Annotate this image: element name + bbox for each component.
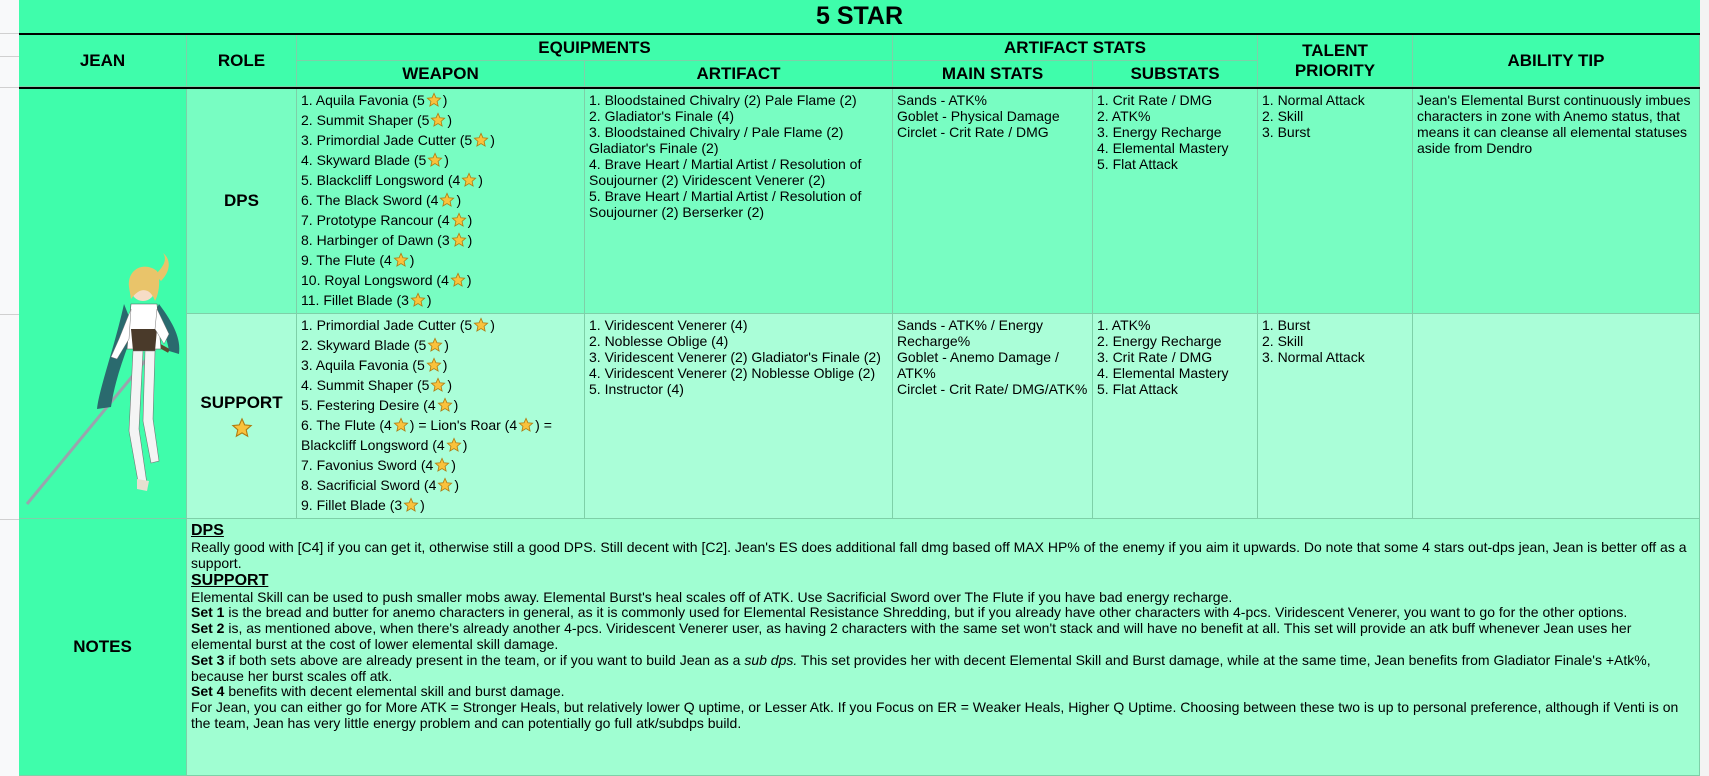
notes-set4 — [191, 684, 1695, 700]
set4-label: Set 4 — [191, 683, 225, 700]
dps-main-stats[interactable]: Sands - ATK% Goblet - Physical Damage Circlet - Crit Rate / DMG — [893, 89, 1093, 314]
dps-artifact-list[interactable]: 1. Bloodstained Chivalry (2) Pale Flame (2) 2. Gladiator's Finale (4) 3. Bloodstained Chivalry / Pale Flame (2) Gladiator's Finale (2) 4. Brave Heart / Martial Artist / Resolution of Soujourner (2) Viridescent Venerer (2) 5. Brave Heart / Martial Artist / Resolution of Soujourner (2) Berserker (2) — [585, 89, 893, 314]
set3-label: Set 3 — [191, 651, 225, 668]
weapon-suffix: ) = Lion's Roar (4 — [409, 417, 518, 433]
notes-set2 — [191, 621, 1695, 653]
star-icon — [430, 112, 446, 128]
weapon-name: 4. Summit Shaper (5 — [301, 377, 430, 393]
star-icon — [451, 212, 467, 228]
set1-label: Set 1 — [191, 604, 225, 621]
star-icon — [430, 377, 446, 393]
weapon-name: 7. Favonius Sword (4 — [301, 457, 434, 473]
weapon-list-item — [301, 455, 580, 475]
weapon-suffix: ) — [453, 397, 459, 413]
star-icon — [393, 417, 409, 433]
jean-portrait-cell[interactable] — [19, 89, 187, 519]
dps-substats[interactable]: 1. Crit Rate / DMG 2. ATK% 3. Energy Recharge 4. Elemental Mastery 5. Flat Attack — [1093, 89, 1258, 314]
role-support[interactable] — [187, 314, 297, 519]
weapon-suffix: ) — [420, 497, 425, 513]
header-artifact[interactable]: ARTIFACT — [585, 61, 893, 87]
weapon-suffix: ) — [467, 232, 473, 248]
header-ability-tip[interactable]: ABILITY TIP — [1413, 35, 1700, 87]
weapon-list-item — [301, 475, 580, 495]
notes-label: NOTES — [73, 637, 132, 656]
header-jean[interactable]: JEAN — [19, 35, 187, 87]
weapon-name: 2. Summit Shaper (5 — [301, 112, 430, 128]
weapon-suffix: ) — [444, 152, 449, 168]
star-icon — [451, 232, 467, 248]
support-weapon-list[interactable] — [297, 314, 585, 519]
weapon-name: 2. Skyward Blade (5 — [301, 337, 427, 353]
weapon-suffix: ) — [467, 212, 473, 228]
header-main-stats[interactable]: MAIN STATS — [893, 61, 1093, 87]
weapon-suffix: ) — [456, 192, 462, 208]
weapon-name: 9. The Flute (4 — [301, 252, 392, 268]
set4-text: benefits with decent elemental skill and burst damage. — [224, 683, 565, 700]
support-artifact-list[interactable]: 1. Viridescent Venerer (4) 2. Noblesse Oblige (4) 3. Viridescent Venerer (2) Gladiator's Finale (2) 4. Viridescent Venerer (2) Noblesse Oblige (2) 5. Instructor (4) — [585, 314, 893, 519]
dps-ability-tip[interactable]: Jean's Elemental Burst continuously imbues characters in zone with Anemo status, that means it can cleanse all elemental statuses aside from Dendro — [1413, 89, 1700, 314]
header-substats[interactable]: SUBSTATS — [1093, 61, 1258, 87]
star-icon — [393, 252, 409, 268]
weapon-list-item — [301, 250, 580, 270]
weapon-suffix: ) — [454, 477, 460, 493]
notes-set1 — [191, 605, 1695, 621]
star-icon — [426, 92, 442, 108]
weapon-list-item — [301, 335, 580, 355]
notes-final: For Jean, you can either go for More ATK = Stronger Heals, but relatively lower Q uptime, or Lesser Atk. If you Focus on ER = Weaker Heals, Higher Q Uptime. Choosing between these two is up to personal preference, although if Venti is on the team, Jean has very little energy problem and can potentially go full atk/subdps build. — [191, 699, 1679, 731]
jean-portrait — [19, 89, 187, 519]
weapon-list-item — [301, 210, 580, 230]
notes-dps-text: Really good with [C4] if you can get it, otherwise still a good DPS. Still decent with [C2]. Jean's ES does additional fall dmg based off MAX HP% of the enemy if you aim it upwards. Do note that some 4 stars out-dps jean, Jean is better off as a support. — [191, 539, 1687, 571]
header-talent-priority[interactable]: TALENT PRIORITY — [1258, 35, 1413, 87]
star-icon — [437, 397, 453, 413]
header-equipments[interactable]: EQUIPMENTS — [297, 35, 893, 61]
weapon-list-item — [301, 130, 580, 150]
weapon-name: 4. Skyward Blade (5 — [301, 152, 427, 168]
header-weapon[interactable]: WEAPON — [297, 61, 585, 87]
set3-text-b: This set provides her with decent Elemental Skill and Burst damage, while at the same time, Jean benefits from Gladiator Finale's +Atk%, because her burst scales off atk. — [191, 651, 1651, 684]
support-talent-priority[interactable]: 1. Burst 2. Skill 3. Normal Attack — [1258, 314, 1413, 519]
role-dps-label: DPS — [224, 191, 259, 210]
weapon-name: 6. The Black Sword (4 — [301, 192, 439, 208]
star-icon — [427, 337, 443, 353]
dps-weapon-list[interactable] — [297, 89, 585, 314]
weapon-suffix: ) — [447, 377, 453, 393]
weapon-list-item — [301, 355, 580, 375]
weapon-suffix: ) — [409, 252, 415, 268]
star-icon — [461, 172, 477, 188]
row-gutter — [0, 0, 20, 776]
weapon-list-item — [301, 395, 580, 415]
notes-label-cell[interactable] — [19, 519, 187, 776]
weapon-list-item — [301, 110, 580, 130]
weapon-list-item — [301, 315, 580, 335]
weapon-suffix: ) — [466, 272, 472, 288]
header-artifact-stats[interactable]: ARTIFACT STATS — [893, 35, 1258, 61]
weapon-name: 7. Prototype Rancour (4 — [301, 212, 450, 228]
star-icon — [446, 437, 462, 453]
weapon-list-item — [301, 415, 580, 435]
star-icon — [518, 417, 534, 433]
weapon-name: 6. The Flute (4 — [301, 417, 392, 433]
role-support-label: SUPPORT — [200, 393, 283, 412]
weapon-suffix: ) — [451, 457, 456, 473]
page-title: 5 STAR — [19, 0, 1700, 35]
weapon-list-item — [301, 170, 580, 190]
weapon-name: 3. Aquila Favonia (5 — [301, 357, 425, 373]
support-ability-tip[interactable] — [1413, 314, 1700, 519]
star-icon — [403, 497, 419, 513]
notes-support-intro: Elemental Skill can be used to push smaller mobs away. Elemental Burst's heal scales off of ATK. Use Sacrificial Sword over The Flute if you have bad energy recharge. — [191, 588, 1233, 605]
set2-text: is, as mentioned above, when there's already another 4-pcs. Viridescent Venerer user, as having 2 characters with the same set won't stack and will have no benefit at all. This set will provide an atk buff whenever Jean uses her elemental burst at the cost of lower elemental skill damage. — [191, 620, 1632, 652]
weapon-suffix: ) — [442, 357, 448, 373]
notes-set3 — [191, 653, 1695, 685]
weapon-list-item — [301, 435, 580, 455]
weapon-suffix: ) — [447, 112, 453, 128]
weapon-name: 9. Fillet Blade (3 — [301, 497, 403, 513]
set2-label: Set 2 — [191, 620, 225, 637]
weapon-list-item — [301, 190, 580, 210]
weapon-list-item — [301, 375, 580, 395]
star-icon — [410, 292, 426, 308]
right-margin — [1700, 0, 1709, 776]
weapon-name: Blackcliff Longsword (4 — [301, 437, 445, 453]
weapon-list-item — [301, 495, 580, 515]
weapon-list-item — [301, 90, 580, 110]
support-main-stats[interactable]: Sands - ATK% / Energy Recharge% Goblet - Anemo Damage / ATK% Circlet - Crit Rate/ DMG/ATK% — [893, 314, 1093, 519]
weapon-name: 1. Primordial Jade Cutter (5 — [301, 317, 473, 333]
weapon-suffix: ) = — [535, 417, 552, 433]
star-icon — [427, 152, 443, 168]
set1-text: is the bread and butter for anemo characters in general, as it is commonly used for Elemental Resistance Shredding, but if you already have other characters with 4-pcs. Viridescent Venerer, you want to go for the other options. — [224, 604, 1628, 621]
notes-content[interactable] — [187, 519, 1700, 776]
weapon-suffix: ) — [490, 317, 495, 333]
set3-italic: sub dps. — [744, 651, 798, 668]
notes-support-heading: SUPPORT — [191, 571, 269, 589]
weapon-suffix: ) — [426, 292, 432, 308]
star-icon — [437, 477, 453, 493]
weapon-name: 10. Royal Longsword (4 — [301, 272, 449, 288]
weapon-name: 8. Sacrificial Sword (4 — [301, 477, 437, 493]
weapon-name: 5. Blackcliff Longsword (4 — [301, 172, 461, 188]
star-icon — [434, 457, 450, 473]
weapon-name: 8. Harbinger of Dawn (3 — [301, 232, 450, 248]
weapon-list-item — [301, 290, 580, 310]
weapon-suffix: ) — [478, 172, 483, 188]
star-icon — [439, 192, 455, 208]
weapon-list-item — [301, 270, 580, 290]
weapon-name: 3. Primordial Jade Cutter (5 — [301, 132, 473, 148]
weapon-name: 1. Aquila Favonia (5 — [301, 92, 425, 108]
star-icon — [473, 317, 489, 333]
role-dps[interactable] — [187, 89, 297, 314]
weapon-list-item — [301, 230, 580, 250]
weapon-suffix: ) — [442, 92, 448, 108]
star-icon — [231, 417, 253, 439]
weapon-suffix: ) — [462, 437, 468, 453]
support-substats[interactable]: 1. ATK% 2. Energy Recharge 3. Crit Rate / DMG 4. Elemental Mastery 5. Flat Attack — [1093, 314, 1258, 519]
weapon-suffix: ) — [444, 337, 449, 353]
weapon-name: 11. Fillet Blade (3 — [301, 292, 409, 308]
set3-text-a: if both sets above are already present in the team, or if you want to build Jean as a — [224, 651, 745, 668]
dps-talent-priority[interactable]: 1. Normal Attack 2. Skill 3. Burst — [1258, 89, 1413, 314]
star-icon — [426, 357, 442, 373]
notes-dps-heading: DPS — [191, 522, 224, 539]
weapon-name: 5. Festering Desire (4 — [301, 397, 436, 413]
header-role[interactable]: ROLE — [187, 35, 297, 87]
star-icon — [450, 272, 466, 288]
star-icon — [473, 132, 489, 148]
weapon-list-item — [301, 150, 580, 170]
weapon-suffix: ) — [490, 132, 495, 148]
